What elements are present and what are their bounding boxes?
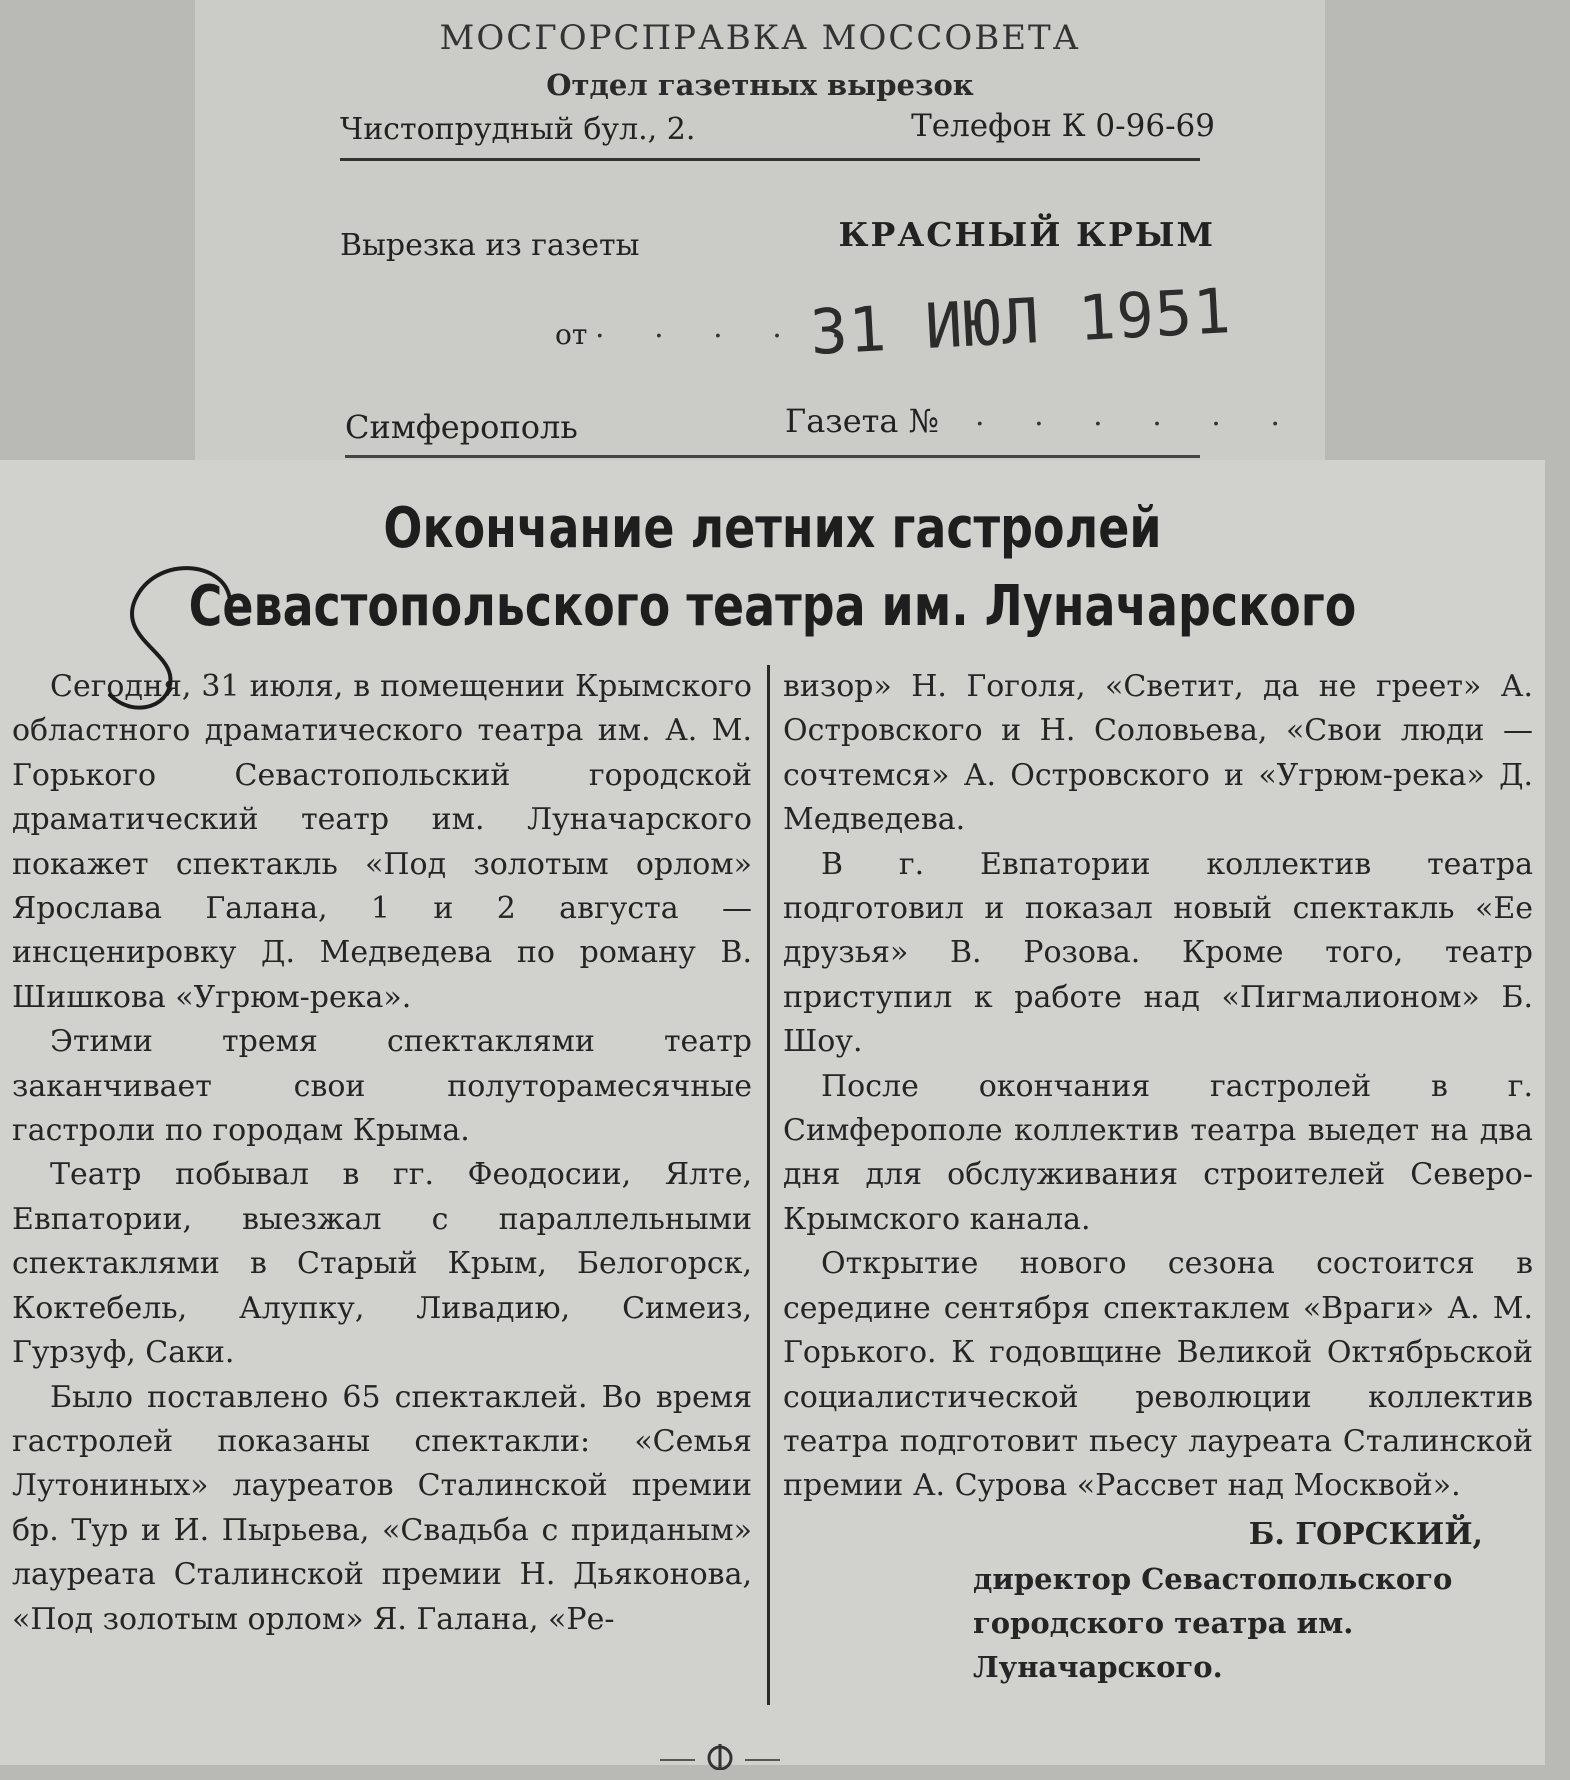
article-column-2 (783, 665, 1533, 1689)
city: Симферополь (345, 408, 578, 446)
from-label: от (555, 318, 588, 351)
address: Чистопрудный бул., 2. (340, 112, 696, 147)
date-dots: . . . . . (595, 310, 861, 345)
bureau-name: МОСГОРСПРАВКА МОССОВЕТА (439, 18, 1081, 58)
signature-role: директор Севастопольского городского театра им. Луначарского. (973, 1562, 1453, 1685)
paragraph-continuation: визор» Н. Гоголя, «Светит, да не греет» А. Островского и Н. Соловьева, «Свои люди — сочтемся» А. Островского и «Угрюм-река» Д. Медведева. (783, 669, 1533, 838)
paper-number-dots: . . . . . . (975, 398, 1300, 433)
paper-number-label: Газета № (785, 402, 939, 440)
newspaper-name: КРАСНЫЙ КРЫМ (838, 215, 1215, 254)
paragraph: Было поставлено 65 спектаклей. Во время гастролей показаны спектакли: «Семья Лутониных» лауреатов Сталинской премии бр. Тур и И. Пырьева, «Свадьба с приданым» лауреата Сталинской премии Н. Дьяконова, «Под золотым орлом» Я. Галана, «Ре- (12, 1379, 752, 1637)
article-headline: Окончание летних гастролей Севастопольского театра им. Луначарского (188, 496, 1357, 639)
ornament-icon (640, 1740, 800, 1770)
date-stamp: 31 ИЮЛ 1951 (808, 274, 1234, 369)
column-divider (767, 665, 770, 1705)
header-rule (340, 158, 1200, 161)
clip-label: Вырезка из газеты (340, 228, 640, 263)
footer-rule (345, 455, 1200, 458)
paragraph: Театр побывал в гг. Феодосии, Ялте, Евпатории, выезжал с параллельными спектаклями в Старый Крым, Белогорск, Коктебель, Алупку, Ливадию, Симеиз, Гурзуф, Саки. (12, 1157, 752, 1371)
paragraph: Открытие нового сезона состоится в середине сентября спектаклем «Враги» А. М. Горького. К годовщине Великой Октябрьской социалистической революции коллектив театра подготовит пьесу лауреата Сталинской премии А. Сурова «Рассвет над Москвой». (783, 1246, 1533, 1504)
paragraph: Этими тремя спектаклями театр заканчивает свои полуторамесячные гастроли по городам Крыма. (12, 1024, 752, 1149)
phone: Телефон К 0-96-69 (911, 108, 1215, 144)
department-name: Отдел газетных вырезок (546, 68, 974, 102)
pencil-mark-icon (95, 560, 245, 730)
paragraph: В г. Евпатории коллектив театра подготовил и показал новый спектакль «Ее друзья» В. Розова. Кроме того, театр приступил к работе над «Пигмалионом» Б. Шоу. (783, 846, 1533, 1060)
signature-name: Б. ГОРСКИЙ, (1248, 1516, 1483, 1552)
article-column-1 (12, 665, 752, 1642)
paragraph: После окончания гастролей в г. Симферополе коллектив театра выедет на два дня для обслуживания строителей Северо-Крымского канала. (783, 1068, 1533, 1237)
clipping-header-slip (195, 0, 1325, 470)
paragraph: Сегодня, 31 июля, в помещении Крымского областного драматического театра им. А. М. Горького Севастопольский городской драматический театр им. Луначарского покажет спектакль «Под золотым орлом» Ярослава Галана, 1 и 2 августа — инсценировку Д. Медведева по роману В. Шишкова «Угрюм-река». (12, 669, 752, 1015)
